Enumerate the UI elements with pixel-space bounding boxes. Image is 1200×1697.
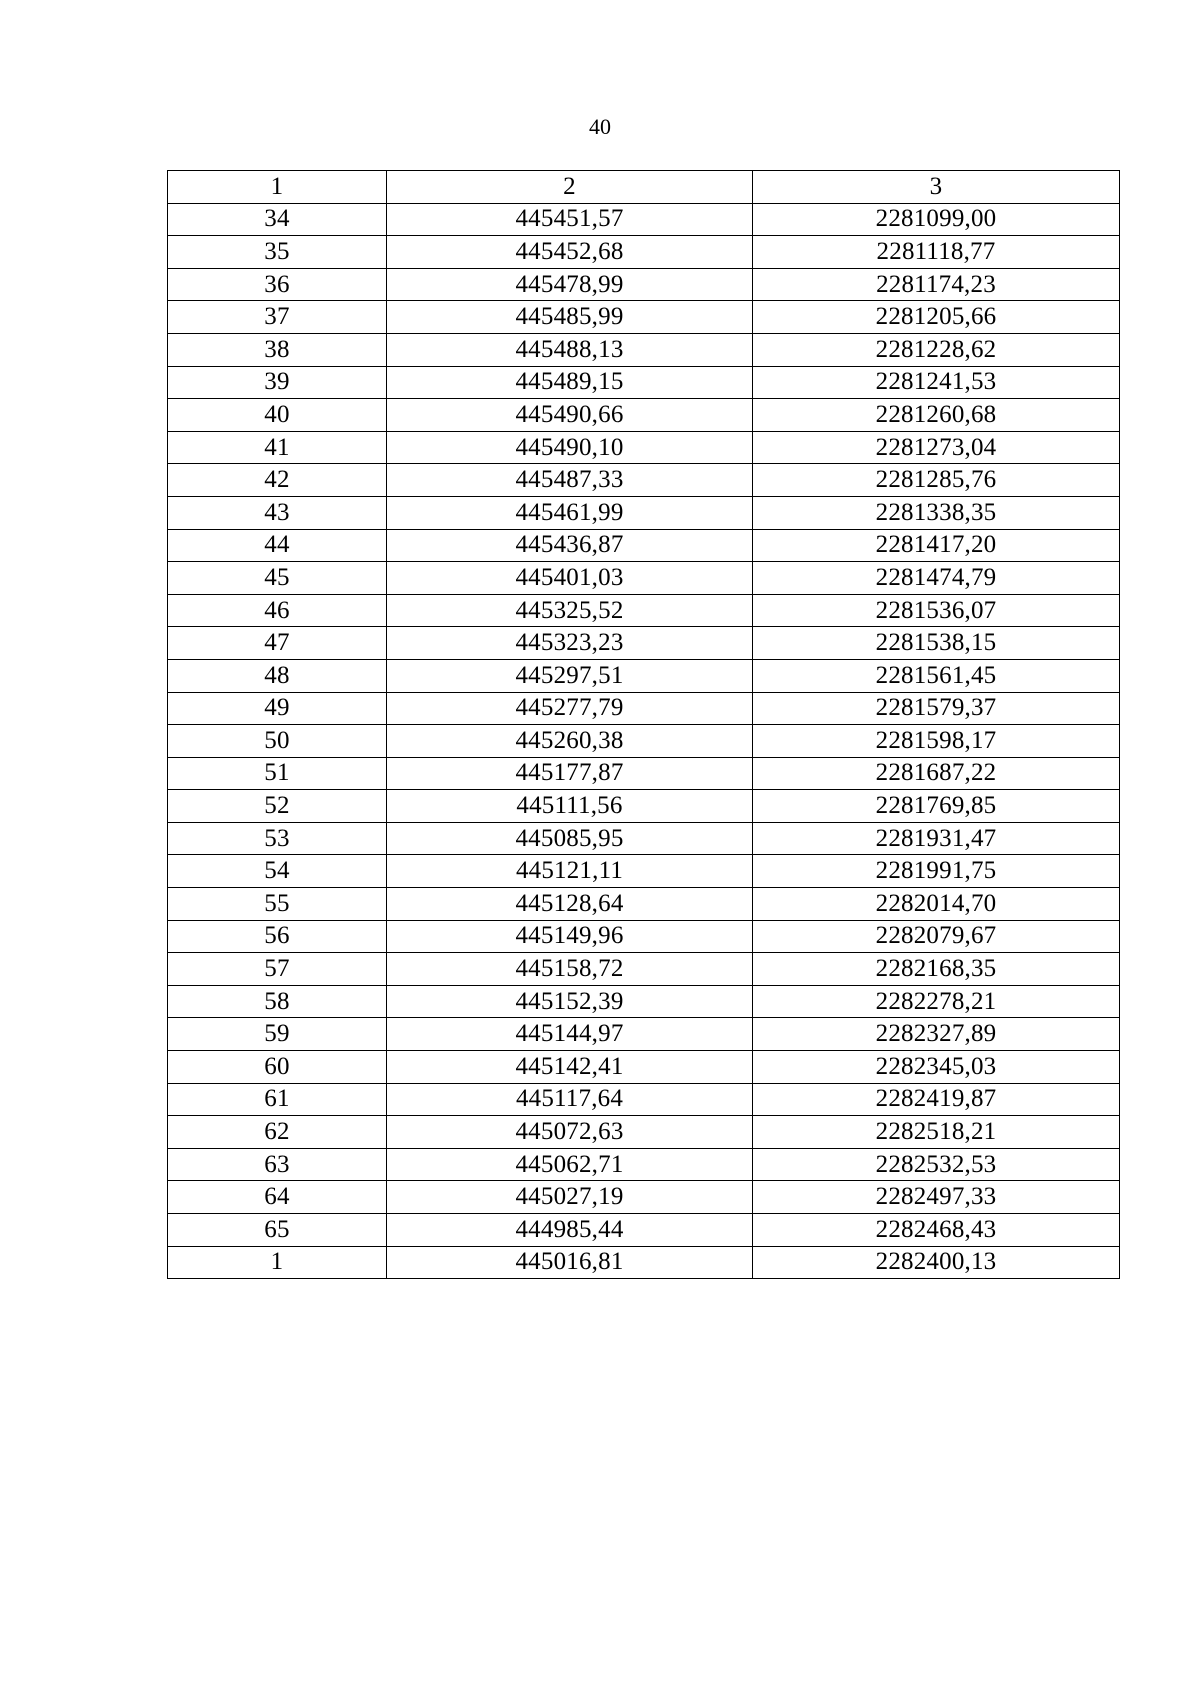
cell-y-coordinate: 2281561,45 bbox=[753, 659, 1120, 692]
cell-y-coordinate: 2281205,66 bbox=[753, 301, 1120, 334]
cell-x-coordinate: 445128,64 bbox=[387, 888, 753, 921]
cell-x-coordinate: 445452,68 bbox=[387, 236, 753, 269]
cell-point-number: 40 bbox=[168, 399, 387, 432]
table-row bbox=[168, 236, 1120, 269]
table-row bbox=[168, 399, 1120, 432]
cell-x-coordinate: 445072,63 bbox=[387, 1116, 753, 1149]
cell-x-coordinate: 445260,38 bbox=[387, 725, 753, 758]
cell-y-coordinate: 2281536,07 bbox=[753, 594, 1120, 627]
table-row bbox=[168, 855, 1120, 888]
cell-point-number: 36 bbox=[168, 268, 387, 301]
cell-y-coordinate: 2282278,21 bbox=[753, 985, 1120, 1018]
table-row bbox=[168, 822, 1120, 855]
cell-point-number: 50 bbox=[168, 725, 387, 758]
cell-x-coordinate: 445487,33 bbox=[387, 464, 753, 497]
table-row bbox=[168, 985, 1120, 1018]
cell-point-number: 46 bbox=[168, 594, 387, 627]
cell-y-coordinate: 2281273,04 bbox=[753, 431, 1120, 464]
cell-point-number: 39 bbox=[168, 366, 387, 399]
cell-x-coordinate: 445401,03 bbox=[387, 562, 753, 595]
cell-x-coordinate: 445490,10 bbox=[387, 431, 753, 464]
cell-y-coordinate: 2281538,15 bbox=[753, 627, 1120, 660]
cell-point-number: 57 bbox=[168, 953, 387, 986]
table-row bbox=[168, 953, 1120, 986]
cell-x-coordinate: 445158,72 bbox=[387, 953, 753, 986]
table-row bbox=[168, 1051, 1120, 1084]
cell-x-coordinate: 445152,39 bbox=[387, 985, 753, 1018]
cell-point-number: 54 bbox=[168, 855, 387, 888]
cell-point-number: 62 bbox=[168, 1116, 387, 1149]
cell-y-coordinate: 2281174,23 bbox=[753, 268, 1120, 301]
cell-y-coordinate: 2282168,35 bbox=[753, 953, 1120, 986]
table-row bbox=[168, 268, 1120, 301]
cell-x-coordinate: 445489,15 bbox=[387, 366, 753, 399]
cell-x-coordinate: 445490,66 bbox=[387, 399, 753, 432]
cell-point-number: 60 bbox=[168, 1051, 387, 1084]
cell-point-number: 1 bbox=[168, 1246, 387, 1279]
cell-y-coordinate: 2281417,20 bbox=[753, 529, 1120, 562]
cell-y-coordinate: 2282327,89 bbox=[753, 1018, 1120, 1051]
cell-y-coordinate: 2281118,77 bbox=[753, 236, 1120, 269]
cell-y-coordinate: 2282532,53 bbox=[753, 1148, 1120, 1181]
cell-point-number: 63 bbox=[168, 1148, 387, 1181]
table-row bbox=[168, 659, 1120, 692]
table-row bbox=[168, 1018, 1120, 1051]
table-row bbox=[168, 594, 1120, 627]
header-cell-y: 3 bbox=[753, 171, 1120, 204]
cell-y-coordinate: 2281241,53 bbox=[753, 366, 1120, 399]
cell-point-number: 41 bbox=[168, 431, 387, 464]
table-row bbox=[168, 529, 1120, 562]
cell-x-coordinate: 445085,95 bbox=[387, 822, 753, 855]
cell-x-coordinate: 445488,13 bbox=[387, 333, 753, 366]
table-row bbox=[168, 366, 1120, 399]
cell-y-coordinate: 2281260,68 bbox=[753, 399, 1120, 432]
table-row bbox=[168, 464, 1120, 497]
table-row bbox=[168, 920, 1120, 953]
cell-y-coordinate: 2281769,85 bbox=[753, 790, 1120, 823]
table-row bbox=[168, 725, 1120, 758]
cell-point-number: 47 bbox=[168, 627, 387, 660]
cell-point-number: 48 bbox=[168, 659, 387, 692]
cell-x-coordinate: 445277,79 bbox=[387, 692, 753, 725]
table-row bbox=[168, 692, 1120, 725]
cell-point-number: 49 bbox=[168, 692, 387, 725]
page-number: 40 bbox=[589, 114, 611, 139]
table-row bbox=[168, 888, 1120, 921]
cell-x-coordinate: 445461,99 bbox=[387, 496, 753, 529]
cell-x-coordinate: 445485,99 bbox=[387, 301, 753, 334]
cell-point-number: 43 bbox=[168, 496, 387, 529]
cell-point-number: 38 bbox=[168, 333, 387, 366]
cell-y-coordinate: 2282014,70 bbox=[753, 888, 1120, 921]
cell-point-number: 65 bbox=[168, 1214, 387, 1247]
cell-y-coordinate: 2281285,76 bbox=[753, 464, 1120, 497]
cell-point-number: 44 bbox=[168, 529, 387, 562]
cell-y-coordinate: 2282400,13 bbox=[753, 1246, 1120, 1279]
cell-x-coordinate: 445062,71 bbox=[387, 1148, 753, 1181]
table-row bbox=[168, 1116, 1120, 1149]
cell-x-coordinate: 445117,64 bbox=[387, 1083, 753, 1116]
cell-y-coordinate: 2281687,22 bbox=[753, 757, 1120, 790]
cell-x-coordinate: 445142,41 bbox=[387, 1051, 753, 1084]
table-row bbox=[168, 1148, 1120, 1181]
table-header-row bbox=[168, 171, 1120, 204]
cell-y-coordinate: 2281099,00 bbox=[753, 203, 1120, 236]
cell-x-coordinate: 444985,44 bbox=[387, 1214, 753, 1247]
table-row bbox=[168, 1214, 1120, 1247]
cell-point-number: 53 bbox=[168, 822, 387, 855]
table-row bbox=[168, 790, 1120, 823]
cell-y-coordinate: 2281228,62 bbox=[753, 333, 1120, 366]
table-body bbox=[168, 203, 1120, 1279]
table-row bbox=[168, 496, 1120, 529]
table-row bbox=[168, 1083, 1120, 1116]
cell-y-coordinate: 2282345,03 bbox=[753, 1051, 1120, 1084]
cell-y-coordinate: 2282079,67 bbox=[753, 920, 1120, 953]
cell-x-coordinate: 445325,52 bbox=[387, 594, 753, 627]
cell-point-number: 45 bbox=[168, 562, 387, 595]
coordinates-table bbox=[167, 170, 1120, 1279]
cell-point-number: 52 bbox=[168, 790, 387, 823]
table-row bbox=[168, 1181, 1120, 1214]
cell-x-coordinate: 445121,11 bbox=[387, 855, 753, 888]
cell-x-coordinate: 445016,81 bbox=[387, 1246, 753, 1279]
cell-point-number: 61 bbox=[168, 1083, 387, 1116]
cell-y-coordinate: 2282419,87 bbox=[753, 1083, 1120, 1116]
cell-x-coordinate: 445451,57 bbox=[387, 203, 753, 236]
cell-y-coordinate: 2282497,33 bbox=[753, 1181, 1120, 1214]
table-row bbox=[168, 562, 1120, 595]
cell-y-coordinate: 2281991,75 bbox=[753, 855, 1120, 888]
cell-y-coordinate: 2282468,43 bbox=[753, 1214, 1120, 1247]
cell-x-coordinate: 445149,96 bbox=[387, 920, 753, 953]
cell-point-number: 37 bbox=[168, 301, 387, 334]
table-row bbox=[168, 627, 1120, 660]
table-row bbox=[168, 203, 1120, 236]
cell-x-coordinate: 445144,97 bbox=[387, 1018, 753, 1051]
cell-point-number: 34 bbox=[168, 203, 387, 236]
cell-y-coordinate: 2281598,17 bbox=[753, 725, 1120, 758]
cell-x-coordinate: 445436,87 bbox=[387, 529, 753, 562]
header-cell-point: 1 bbox=[168, 171, 387, 204]
cell-point-number: 58 bbox=[168, 985, 387, 1018]
table-row bbox=[168, 301, 1120, 334]
table-row bbox=[168, 1246, 1120, 1279]
cell-y-coordinate: 2281579,37 bbox=[753, 692, 1120, 725]
cell-point-number: 51 bbox=[168, 757, 387, 790]
cell-x-coordinate: 445111,56 bbox=[387, 790, 753, 823]
cell-x-coordinate: 445027,19 bbox=[387, 1181, 753, 1214]
cell-point-number: 64 bbox=[168, 1181, 387, 1214]
cell-point-number: 56 bbox=[168, 920, 387, 953]
table-row bbox=[168, 757, 1120, 790]
table-row bbox=[168, 333, 1120, 366]
cell-point-number: 59 bbox=[168, 1018, 387, 1051]
cell-y-coordinate: 2281931,47 bbox=[753, 822, 1120, 855]
cell-x-coordinate: 445177,87 bbox=[387, 757, 753, 790]
header-cell-x: 2 bbox=[387, 171, 753, 204]
cell-y-coordinate: 2282518,21 bbox=[753, 1116, 1120, 1149]
cell-y-coordinate: 2281474,79 bbox=[753, 562, 1120, 595]
table-row bbox=[168, 431, 1120, 464]
cell-x-coordinate: 445323,23 bbox=[387, 627, 753, 660]
cell-point-number: 55 bbox=[168, 888, 387, 921]
cell-point-number: 42 bbox=[168, 464, 387, 497]
cell-x-coordinate: 445297,51 bbox=[387, 659, 753, 692]
cell-x-coordinate: 445478,99 bbox=[387, 268, 753, 301]
cell-point-number: 35 bbox=[168, 236, 387, 269]
cell-y-coordinate: 2281338,35 bbox=[753, 496, 1120, 529]
